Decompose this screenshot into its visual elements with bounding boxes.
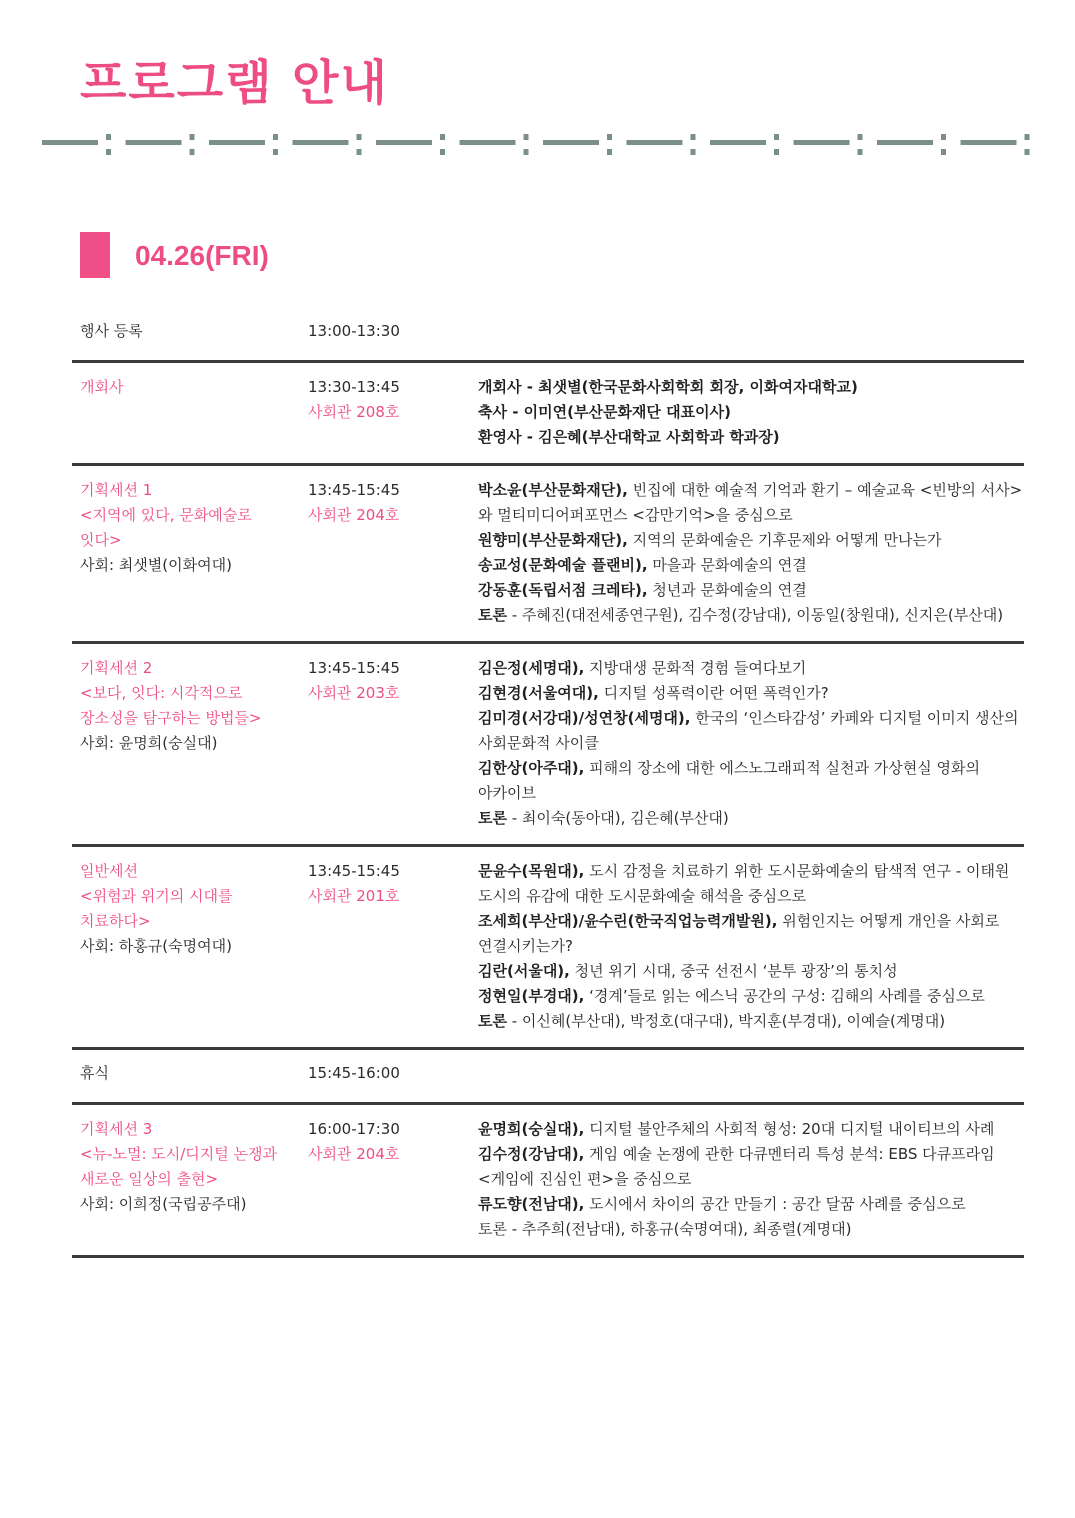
room-label: 사회관 203호 xyxy=(308,684,400,702)
presenter-name: 김한상(아주대), xyxy=(478,759,585,777)
presentation-title: 디지털 성폭력이란 어떤 폭력인가? xyxy=(598,684,829,702)
divider-dot xyxy=(106,149,111,155)
divider-dash xyxy=(961,140,1017,145)
presentation-title: 토론 - 추주희(전남대), 하홍규(숙명여대), 최종렬(계명대) xyxy=(478,1220,852,1238)
session-cell xyxy=(80,319,308,344)
time-range: 13:45-15:45 xyxy=(308,481,400,499)
presentation-title: 피해의 장소에 대한 에스노그래피적 실천과 가상현실 영화의 xyxy=(584,759,980,777)
room-label: 사회관 208호 xyxy=(308,403,400,421)
presenter-name: 김수정(강남대), xyxy=(478,1145,585,1163)
presentation-title: 지방대생 문화적 경험 들여다보기 xyxy=(584,659,807,677)
time-cell xyxy=(308,1117,478,1242)
divider-dot xyxy=(607,134,612,140)
presentation-title: 청년 위기 시대, 중국 선전시 ‘분투 광장’의 통치성 xyxy=(569,962,898,980)
presenter-name: 조세희(부산대)/윤수린(한국직업능력개발원), xyxy=(478,912,778,930)
moderator-label: 사회: 하홍규(숙명여대) xyxy=(80,937,232,955)
divider-dash xyxy=(710,140,766,145)
program-item xyxy=(478,1117,1016,1142)
presentation-title: 와 멀티미디어퍼포먼스 <감만기억>을 중심으로 xyxy=(478,506,793,524)
presenter-name: 문윤수(목원대), xyxy=(478,862,585,880)
presentation-title: 연결시키는가? xyxy=(478,937,573,955)
program-cell xyxy=(478,375,1024,450)
time-cell xyxy=(308,656,478,831)
time-cell xyxy=(308,478,478,628)
presenter-name: 김은정(세명대), xyxy=(478,659,585,677)
divider-dot xyxy=(774,134,779,140)
schedule-row-general-session xyxy=(72,847,1024,1050)
presenter-name: 토론 xyxy=(478,606,507,624)
presenter-name: 토론 xyxy=(478,809,507,827)
time-range: 13:30-13:45 xyxy=(308,378,400,396)
session-cell xyxy=(80,1117,308,1242)
divider-dot xyxy=(1025,134,1030,140)
room-label: 사회관 204호 xyxy=(308,506,400,524)
presentation-title: 빈집에 대한 예술적 기억과 환기 – 예술교육 <빈방의 서사> xyxy=(627,481,1023,499)
session-title-line: 잇다> xyxy=(80,531,122,549)
presentation-title: - 이신혜(부산대), 박정호(대구대), 박지훈(부경대), 이예슬(계명대) xyxy=(506,1012,946,1030)
divider-dot xyxy=(357,149,362,155)
presenter-name: 윤명희(숭실대), xyxy=(478,1120,585,1138)
time-cell xyxy=(308,859,478,1034)
time-cell xyxy=(308,319,478,344)
program-item xyxy=(478,478,1022,503)
program-item xyxy=(478,806,1018,831)
divider-dash xyxy=(460,140,516,145)
session-cell xyxy=(80,1061,308,1086)
program-item xyxy=(478,934,1016,959)
presentation-title: 한국의 ‘인스타감성’ 카페와 디지털 이미지 생산의 xyxy=(690,709,1019,727)
program-item xyxy=(478,1192,1016,1217)
program-item xyxy=(478,578,1022,603)
presenter-name: 김미경(서강대)/성연창(세명대), xyxy=(478,709,691,727)
room-label: 사회관 204호 xyxy=(308,1145,400,1163)
schedule-row-session-2 xyxy=(72,644,1024,847)
room-label: 사회관 201호 xyxy=(308,887,400,905)
session-title-line: 기획세션 2 xyxy=(80,659,153,677)
divider-dash xyxy=(42,140,98,145)
presentation-title: - 주혜진(대전세종연구원), 김수정(강남대), 이동일(창원대), 신지은(부산대) xyxy=(506,606,1004,624)
program-cell xyxy=(478,656,1026,831)
program-item xyxy=(478,1217,1016,1242)
session-cell xyxy=(80,478,308,628)
presentation-title: 도시 감정을 치료하기 위한 도시문화예술의 탐색적 연구 - 이태원 xyxy=(584,862,1010,880)
dashed-divider xyxy=(42,132,1037,158)
divider-dash xyxy=(877,140,933,145)
program-item xyxy=(478,731,1018,756)
schedule-row-session-1 xyxy=(72,466,1024,644)
presenter-name: 정현일(부경대), xyxy=(478,987,585,1005)
time-range: 15:45-16:00 xyxy=(308,1064,400,1082)
time-range: 13:00-13:30 xyxy=(308,322,400,340)
presentation-title: 청년과 문화예술의 연결 xyxy=(647,581,807,599)
schedule-table xyxy=(72,308,1024,1258)
divider-dot xyxy=(440,134,445,140)
session-cell xyxy=(80,656,308,831)
program-item xyxy=(478,909,1016,934)
presenter-name: 김란(서울대), xyxy=(478,962,570,980)
program-cell xyxy=(478,859,1024,1034)
session-title-line: 장소성을 탐구하는 방법들> xyxy=(80,709,262,727)
date-heading: 04.26(FRI) xyxy=(135,240,269,271)
divider-dot xyxy=(524,149,529,155)
session-cell xyxy=(80,375,308,450)
presenter-name: 축사 - 이미연(부산문화재단 대표이사) xyxy=(478,403,731,421)
program-item xyxy=(478,503,1022,528)
presentation-title: 지역의 문화예술은 기후문제와 어떻게 만나는가 xyxy=(627,531,942,549)
schedule-row-registration xyxy=(72,308,1024,363)
session-title-line: <뉴-노멀: 도시/디지털 논쟁과 xyxy=(80,1145,278,1163)
program-item xyxy=(478,706,1018,731)
presenter-name: 원향미(부산문화재단), xyxy=(478,531,628,549)
page-title: 프로그램 안내 xyxy=(80,55,389,111)
presenter-name: 송교성(문화예술 플랜비), xyxy=(478,556,648,574)
divider-dot xyxy=(691,134,696,140)
program-item xyxy=(478,603,1022,628)
session-title-line: 새로운 일상의 출현> xyxy=(80,1170,219,1188)
presentation-title: 도시에서 차이의 공간 만들기 : 공간 달꿈 사례를 중심으로 xyxy=(584,1195,966,1213)
time-cell xyxy=(308,375,478,450)
session-title-line: <위험과 위기의 시대를 xyxy=(80,887,233,905)
divider-dot xyxy=(524,134,529,140)
divider-dot xyxy=(941,149,946,155)
program-item xyxy=(478,375,1016,400)
session-title-line: 일반세션 xyxy=(80,862,138,880)
program-item xyxy=(478,1009,1016,1034)
divider-dot xyxy=(190,149,195,155)
divider-dot xyxy=(190,134,195,140)
session-title-line: 기획세션 1 xyxy=(80,481,153,499)
presentation-title: 마을과 문화예술의 연결 xyxy=(647,556,807,574)
program-item xyxy=(478,1167,1016,1192)
presentation-title: - 최이숙(동아대), 김은혜(부산대) xyxy=(506,809,729,827)
divider-dot xyxy=(858,134,863,140)
session-title-line: 개회사 xyxy=(80,378,124,396)
divider-dot xyxy=(357,134,362,140)
moderator-label: 사회: 최샛별(이화여대) xyxy=(80,556,232,574)
presentation-title: ‘경계’들로 읽는 에스닉 공간의 구성: 김해의 사례를 중심으로 xyxy=(584,987,985,1005)
presenter-name: 환영사 - 김은혜(부산대학교 사회학과 학과장) xyxy=(478,428,780,446)
divider-dot xyxy=(273,149,278,155)
divider-dash xyxy=(627,140,683,145)
presentation-title: 도시의 유감에 대한 도시문화예술 해석을 중심으로 xyxy=(478,887,807,905)
divider-dash xyxy=(376,140,432,145)
divider-dot xyxy=(106,134,111,140)
moderator-label: 사회: 이희정(국립공주대) xyxy=(80,1195,247,1213)
program-cell xyxy=(478,1061,1024,1086)
presenter-name: 김현경(서울여대), xyxy=(478,684,599,702)
session-title-line: <지역에 있다, 문화예술로 xyxy=(80,506,252,524)
presenter-name: 박소윤(부산문화재단), xyxy=(478,481,628,499)
presenter-name: 개회사 - 최샛별(한국문화사회학회 회장, 이화여자대학교) xyxy=(478,378,858,396)
program-cell xyxy=(478,478,1030,628)
program-item xyxy=(478,1142,1016,1167)
program-item xyxy=(478,528,1022,553)
session-title-line: 휴식 xyxy=(80,1064,109,1082)
program-item xyxy=(478,781,1018,806)
session-title-line: 행사 등록 xyxy=(80,322,143,340)
divider-dot xyxy=(858,149,863,155)
program-item xyxy=(478,859,1016,884)
program-item xyxy=(478,553,1022,578)
program-item xyxy=(478,756,1018,781)
divider-dot xyxy=(607,149,612,155)
date-marker xyxy=(80,232,110,278)
time-range: 13:45-15:45 xyxy=(308,659,400,677)
divider-dot xyxy=(440,149,445,155)
program-cell xyxy=(478,319,1024,344)
program-item xyxy=(478,959,1016,984)
presenter-name: 류도향(전남대), xyxy=(478,1195,585,1213)
divider-dash xyxy=(794,140,850,145)
program-item xyxy=(478,884,1016,909)
schedule-row-opening xyxy=(72,363,1024,466)
divider-dash xyxy=(293,140,349,145)
divider-dot xyxy=(774,149,779,155)
presentation-title: 디지털 불안주체의 사회적 형성: 20대 디지털 내이티브의 사례 xyxy=(584,1120,995,1138)
divider-dot xyxy=(1025,149,1030,155)
time-range: 16:00-17:30 xyxy=(308,1120,400,1138)
divider-dash xyxy=(126,140,182,145)
time-cell xyxy=(308,1061,478,1086)
presentation-title: <게임에 진심인 편>을 중심으로 xyxy=(478,1170,692,1188)
session-cell xyxy=(80,859,308,1034)
divider-dot xyxy=(941,134,946,140)
divider-dot xyxy=(273,134,278,140)
schedule-row-session-3 xyxy=(72,1105,1024,1258)
session-title-line: 치료하다> xyxy=(80,912,151,930)
time-range: 13:45-15:45 xyxy=(308,862,400,880)
program-item xyxy=(478,400,1016,425)
presentation-title: 사회문화적 사이클 xyxy=(478,734,599,752)
program-item xyxy=(478,656,1018,681)
program-item xyxy=(478,425,1016,450)
presentation-title: 게임 예술 논쟁에 관한 다큐멘터리 특성 분석: EBS 다큐프라임 xyxy=(584,1145,995,1163)
session-title-line: 기획세션 3 xyxy=(80,1120,153,1138)
presenter-name: 강동훈(독립서점 크레타), xyxy=(478,581,648,599)
presenter-name: 토론 xyxy=(478,1012,507,1030)
moderator-label: 사회: 윤명희(숭실대) xyxy=(80,734,218,752)
schedule-row-break xyxy=(72,1050,1024,1105)
program-item xyxy=(478,984,1016,1009)
session-title-line: <보다, 잇다: 시각적으로 xyxy=(80,684,243,702)
divider-dot xyxy=(691,149,696,155)
program-item xyxy=(478,681,1018,706)
program-cell xyxy=(478,1117,1024,1242)
divider-dash xyxy=(209,140,265,145)
presentation-title: 아카이브 xyxy=(478,784,536,802)
presentation-title: 위험인지는 어떻게 개인을 사회로 xyxy=(777,912,1000,930)
divider-dash xyxy=(543,140,599,145)
